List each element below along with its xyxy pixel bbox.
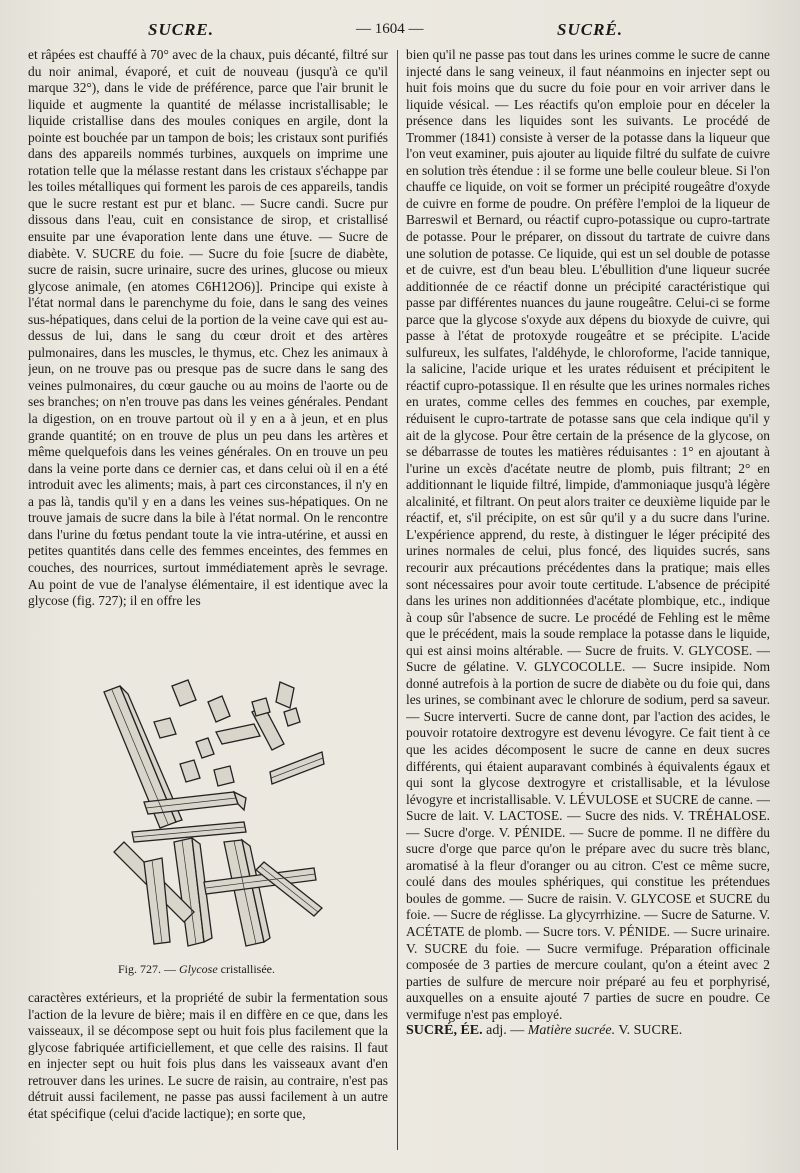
figure-727-crystals xyxy=(84,672,332,962)
left-column-top-text xyxy=(28,47,388,667)
right-column-text xyxy=(406,47,770,1157)
right-column-paragraph: bien qu'il ne passe pas tout dans les urines comme le sucre de canne injecté dans le sang veineux, il faut néanmoins en injecter sept ou huit fois moins que du sucre du foie pour en voir arriver dans le liquide vésical. — Les réactifs qu'on emploie pour en déceler la présence dans les liquides sont les suivants. Le procédé de Trommer (1841) consiste à verser de la potasse dans la liqueur que l'on veut examiner, puis ajouter au liquide filtré du sulfate de cuivre en solution très étendue : il se forme une belle couleur bleue. Si l'on chauffe ce liquide, on voit se former un précipité rougeâtre d'oxyde de cuivre en forme de poudre. On préfère l'emploi de la liqueur de Barreswil et Bernard, ou réactif cupro-potassique ou cupro-tartrate de potasse. Pour le préparer, on dissout du tartrate de cuivre dans une solution de potasse. Ce liquide, qui est un sel double de potasse et de cuivre, est d'un beau bleu. L'ébullition d'une liqueur sucrée additionnée de ce réactif donne un précipité caractéristique qui passe par différentes nuances du jaune rougeâtre. Celui-ci se forme parce que la glycose s'oxyde aux dépens du bioxyde de cuivre, qui passe à l'état de protoxyde rougeâtre et se précipite. L'acide sulfureux, les sulfates, l'aldéhyde, le chloroforme, l'acide tannique, la salicine, l'acide urique et les urates réduisent et précipitent le réactif cupro-potassique. Il en résulte que les urines normales riches en urates, comme celles des femmes en couches, par exemple, réduisent le cupro-tartrate de potasse sans que cela indique qu'il y ait de la glycose. Pour être certain de la présence de la glycose, on se débarrasse de toutes les matières réduisantes : 1° en ajoutant à l'urine un excès d'acétate neutre de plomb, puis filtrant; 2° en additionnant le liquide filtré, limpide, d'ammoniaque jusqu'à légère alcalinité, et filtrant. On peut alors traiter ce deuxième liquide par le réactif, et, s'il précipite, on est sûr qu'il y a du sucre dans l'urine. L'expérience apprend, du reste, à distinguer le léger précipité des urines normales de celui, plus foncé, des liquides sucrés, sans recourir aux précautions précédentes dans la pratique; mais elles sont nécessaires pour avoir toute certitude. L'absence de précipité dans les urines non additionnées d'acétate plombique, etc., indique à coup sûr l'absence de sucre. Le procédé de Fehling est le même que le précédent, mais la soude remplace la potasse dans le liquide, qui est ainsi moins altérable. — Sucre de fruits. V. GLYCOSE. — Sucre de gélatine. V. GLYCOCOLLE. — Sucre insipide. Nom donné autrefois à la portion de sucre de diabète ou du foie qui, dans les urines, se combinant avec le chlorure de sodium, perd sa saveur. — Sucre interverti. Sucre de canne dont, par l'action des acides, le pouvoir rotatoire dextrogyre est devenu lévogyre. Ce fait tient à ce que les acides décomposent le sucre de canne en deux sucres différents, qui étaient auparavant combinés à équivalents égaux et qui sont la glycose dextrogyre et cristallisable, et la lévulose lévogyre et incristallisable. V. LÉVULOSE et SUCRE de canne. — Sucre de lait. V. LACTOSE. — Sucre des nids. V. TRÉHALOSE. — Sucre d'orge. V. PÉNIDE. — Sucre de pomme. Il ne diffère du sucre d'orge que parce qu'on le prépare avec du sucre très blanc, aromatisé à la fleur d'oranger ou au citron. C'est ce même sucre, coulé dans des moules sphériques, qui constitue les prétendues boules de gomme. — Sucre de raisin. V. GLYCOSE et SUCRE du foie. — Sucre de réglisse. La glycyrrhizine. — Sucre de Saturne. V. ACÉTATE de plomb. — Sucre tors. V. PÉNIDE. — Sucre urinaire. V. SUCRE du foie. — Sucre vermifuge. Préparation officinale composée de 3 parties de mercure coulant, qu'on a éteint avec 2 parties de sulfure de mercure noir préparé au feu et porphyrisé, auxquelles on a ensuite ajouté 7 parties de sucre en poudre. Ce vermifuge n'est pas employé. xyxy=(406,47,770,1022)
final-entry-headword: SUCRÉ, ÉE. xyxy=(406,1023,483,1039)
caption-italic-word: Glycose xyxy=(179,962,218,976)
header-right-title: SUCRÉ. xyxy=(557,20,623,39)
left-column-bottom-text xyxy=(28,990,388,1150)
left-column-bottom-paragraph: caractères extérieurs, et la propriété de subir la fermentation sous l'action de la levure de bière; mais il en diffère en ce que, dans les vaisseaux, il se décompose sept ou huit fois plus facilement que la glycose fabriquée artificiellement, et que celle des raisins. Il faut en injecter sept ou huit fois plus dans les vaisseaux avant d'en retrouver dans les urines. Le sucre de raisin, au contraire, n'est pas détruit aussi facilement, ne passe pas aussi facilement à un autre état spécifique (celui d'acide lactique); en sorte que, xyxy=(28,990,388,1121)
final-entry-ref: V. SUCRE. xyxy=(618,1023,683,1039)
final-entry-definition: Matière sucrée. xyxy=(527,1023,616,1039)
page-number: — 1604 — xyxy=(356,21,424,37)
final-entry xyxy=(406,1023,770,1040)
final-entry-abbr: adj. — xyxy=(486,1023,525,1039)
caption-prefix: Fig. 727. — xyxy=(118,962,177,976)
column-divider xyxy=(397,50,398,1150)
left-column-top-paragraph: et râpées est chauffé à 70° avec de la chaux, puis décanté, filtré sur du noir animal, évaporé, et cuit de nouveau (jusqu'à ce qu'il marque 32°), dans le vide de préférence, parce que l'air brunit le liquide et augmente la quantité de mélasse incristallisable; le liquide cristallise dans des moules coniques en argile, dont la pointe est bouchée par un tampon de bois; les cristaux sont purifiés dans des appareils nommés turbines, auxquels on imprime une rotation telle que la mélasse restant dans les cristaux s'échappe par les toiles métalliques qui forment les parois de ces appareils, tandis que le sucre restant est pur et blanc. — Sucre candi. Sucre pur dissous dans l'eau, cuit en consistance de sirop, et cristallisé ensuite par une évaporation lente dans une étuve. — Sucre de diabète. V. SUCRE du foie. — Sucre du foie [sucre de diabète, sucre de raisin, sucre urinaire, sucre des urines, glucose ou mieux glycose animale, (en atomes C6H12O6)]. Principe qui existe à l'état normal dans le parenchyme du foie, dans le sang des veines sus-hépatiques, dans celui de la portion de la veine cave qui est au-dessus de lui, dans le sang du cœur droit et des artères pulmonaires, dans les muscles, le thymus, etc. Chez les animaux à jeun, on ne trouve pas ou presque pas de sucre dans le sang des veines pulmonaires, du cœur gauche ou au moins de l'aorte ou de ses branches; on n'en trouve pas dans les veines générales. Pendant la digestion, on en trouve partout où il y en a à jeun, et en plus grande quantité; on en trouve de plus un peu dans les artères et même quelquefois dans les veines générales. On en trouve un peu dans la veine porte dans ce dernier cas, et dans celui où il en a été introduit avec les aliments; mais, à part ces circonstances, il n'y en a pas là, tandis qu'il y en a dans les veines sus-hépatiques. On ne trouve jamais de sucre dans la bile à l'état normal. On le rencontre dans l'urine du fœtus pendant toute la vie intra-utérine, et aussi en petites quantités dans celle des femmes enceintes, des femmes en couches, des nourrices, surtout immédiatement après le sevrage. Au point de vue de l'analyse élémentaire, il est identique avec la glycose (fig. 727); il en offre les xyxy=(28,47,388,609)
figure-caption xyxy=(118,962,318,977)
header-left-title: SUCRE. xyxy=(148,20,214,39)
glycose-crystals-illustration xyxy=(84,672,332,962)
caption-suffix: cristallisée. xyxy=(220,962,275,976)
page-header xyxy=(0,4,800,44)
